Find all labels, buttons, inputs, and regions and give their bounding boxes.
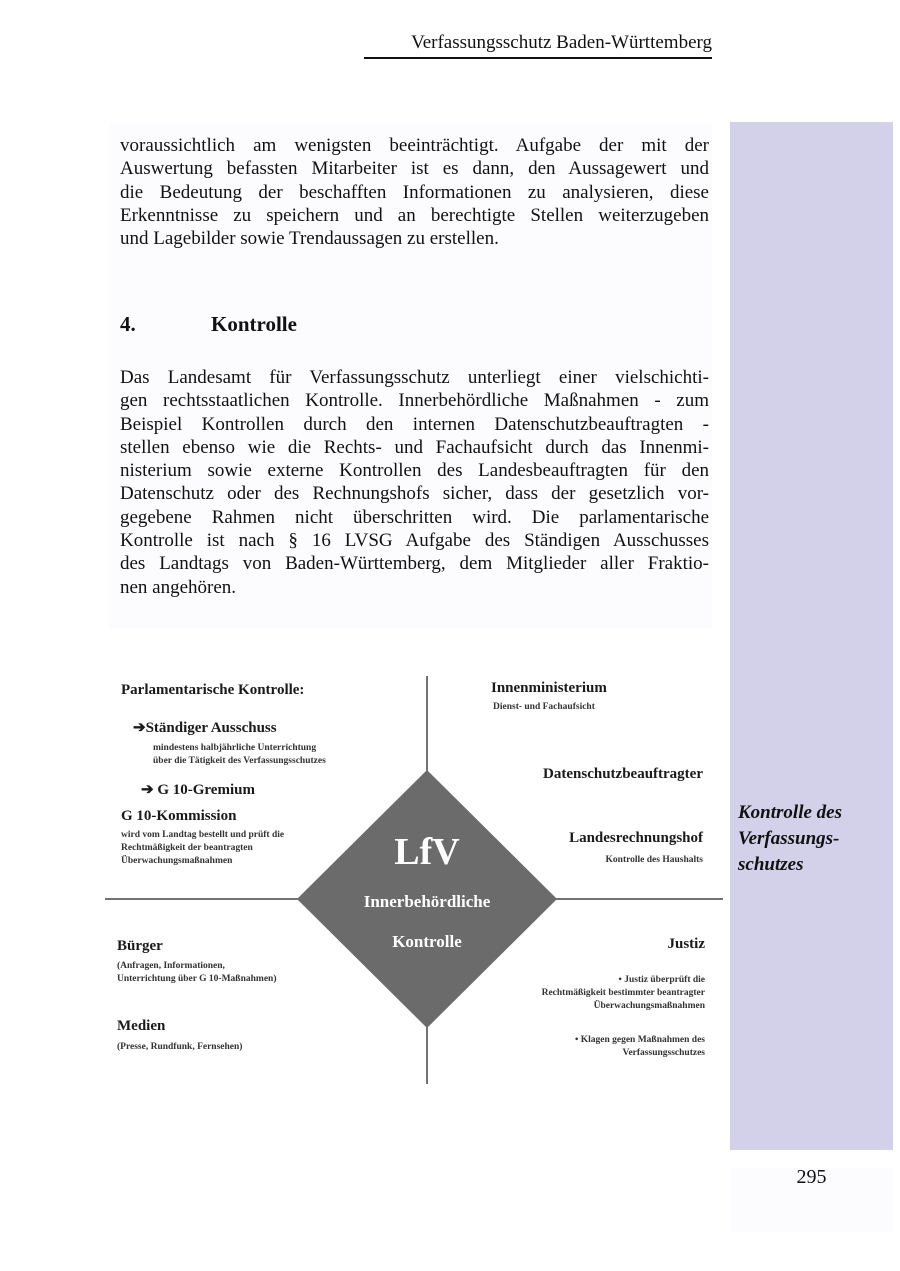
- text-line: Beispiel Kontrollen durch den internen Datenschutzbeauftragten -: [120, 413, 709, 435]
- lfv-title: LfV: [394, 831, 460, 873]
- standing-committee-label: ➔Ständiger Ausschuss: [133, 720, 277, 736]
- text-line: und Lagebilder sowie Trendaussagen zu erstellen.: [120, 228, 499, 250]
- judiciary-label: Justiz: [667, 936, 705, 952]
- text-line: des Landtags von Baden-Württemberg, dem Mitglieder aller Fraktio-: [120, 553, 709, 575]
- text-line: stellen ebenso wie die Rechts- und Fachaufsicht durch das Innenmi-: [120, 436, 709, 458]
- control-diagram: [105, 670, 725, 1090]
- margin-caption: [738, 800, 888, 878]
- text-line: die Bedeutung der beschafften Informationen zu analysieren, diese: [120, 181, 709, 203]
- text-line: gen rechtsstaatlichen Kontrolle. Innerbehördliche Maßnahmen - zum: [120, 390, 709, 412]
- audit-office-label: Landesrechnungshof: [569, 830, 703, 846]
- section-title: Kontrolle: [211, 312, 297, 336]
- data-protection-label: Datenschutzbeauftragter: [543, 766, 703, 782]
- internal-control-line-2: Kontrolle: [392, 932, 462, 951]
- text-line: Datenschutz oder des Rechnungshofs sicher, dass der gesetzlich vor-: [120, 483, 709, 505]
- text-line: Das Landesamt für Verfassungsschutz unterliegt einer vielschichti-: [120, 367, 709, 388]
- text-line: Kontrolle ist nach § 16 LVSG Aufgabe des Ständigen Ausschusses: [120, 530, 709, 552]
- section-heading: [120, 312, 297, 337]
- citizens-label: Bürger: [117, 938, 163, 954]
- margin-sidebar: [730, 122, 893, 1150]
- section-number: 4.: [120, 312, 136, 336]
- judiciary-note-1: • Justiz überprüft die Rechtmäßigkeit bestimmter beantragter Überwachungsmaßnahmen: [541, 975, 705, 1011]
- text-line: voraussichtlich am wenigsten beeinträchtigt. Aufgabe der mit der: [120, 135, 709, 156]
- media-label: Medien: [117, 1018, 166, 1034]
- text-line: nisterium sowie externe Kontrollen des Landesbeauftragten für den: [120, 460, 709, 482]
- paragraph-2: [120, 366, 709, 599]
- text-line: Erkenntnisse zu speichern und an berechtigte Stellen weiterzugeben: [120, 204, 709, 226]
- standing-committee-note: mindestens halbjährliche Unterrichtung über die Tätigkeit des Verfassungsschutzes: [153, 743, 326, 766]
- caption-line: schutzes: [738, 854, 804, 875]
- text-line: nen angehören.: [120, 576, 237, 598]
- text-line: Auswertung befassten Mitarbeiter ist es dann, den Aussagewert und: [120, 158, 709, 180]
- citizens-note: (Anfragen, Informationen, Unterrichtung über G 10-Maßnahmen): [117, 961, 277, 984]
- judiciary-note-2: • Klagen gegen Maßnahmen des Verfassungsschutzes: [575, 1035, 705, 1058]
- running-header: Verfassungsschutz Baden-Württemberg: [364, 32, 712, 59]
- media-note: (Presse, Rundfunk, Fernsehen): [117, 1042, 243, 1052]
- caption-line: Kontrolle des: [738, 802, 842, 823]
- ministry-label: Innenministerium: [491, 680, 607, 696]
- caption-line: Verfassungs-: [738, 828, 840, 849]
- g10-commission-label: G 10-Kommission: [121, 808, 237, 824]
- paragraph-1: [120, 134, 709, 250]
- internal-control-line-1: Innerbehördliche: [363, 892, 491, 911]
- page-number: 295: [796, 1166, 827, 1188]
- parliamentary-control-label: Parlamentarische Kontrolle:: [121, 682, 305, 698]
- audit-office-note: Kontrolle des Haushalts: [605, 855, 703, 865]
- g10-committee-label: ➔ G 10-Gremium: [141, 782, 255, 798]
- ministry-note: Dienst- und Fachaufsicht: [493, 702, 595, 712]
- text-line: gegebene Rahmen nicht überschritten wird. Die parlamentarische: [120, 506, 709, 528]
- g10-commission-note: wird vom Landtag bestellt und prüft die Rechtmäßigkeit der beantragten Überwachungsmaßnahmen: [121, 830, 285, 866]
